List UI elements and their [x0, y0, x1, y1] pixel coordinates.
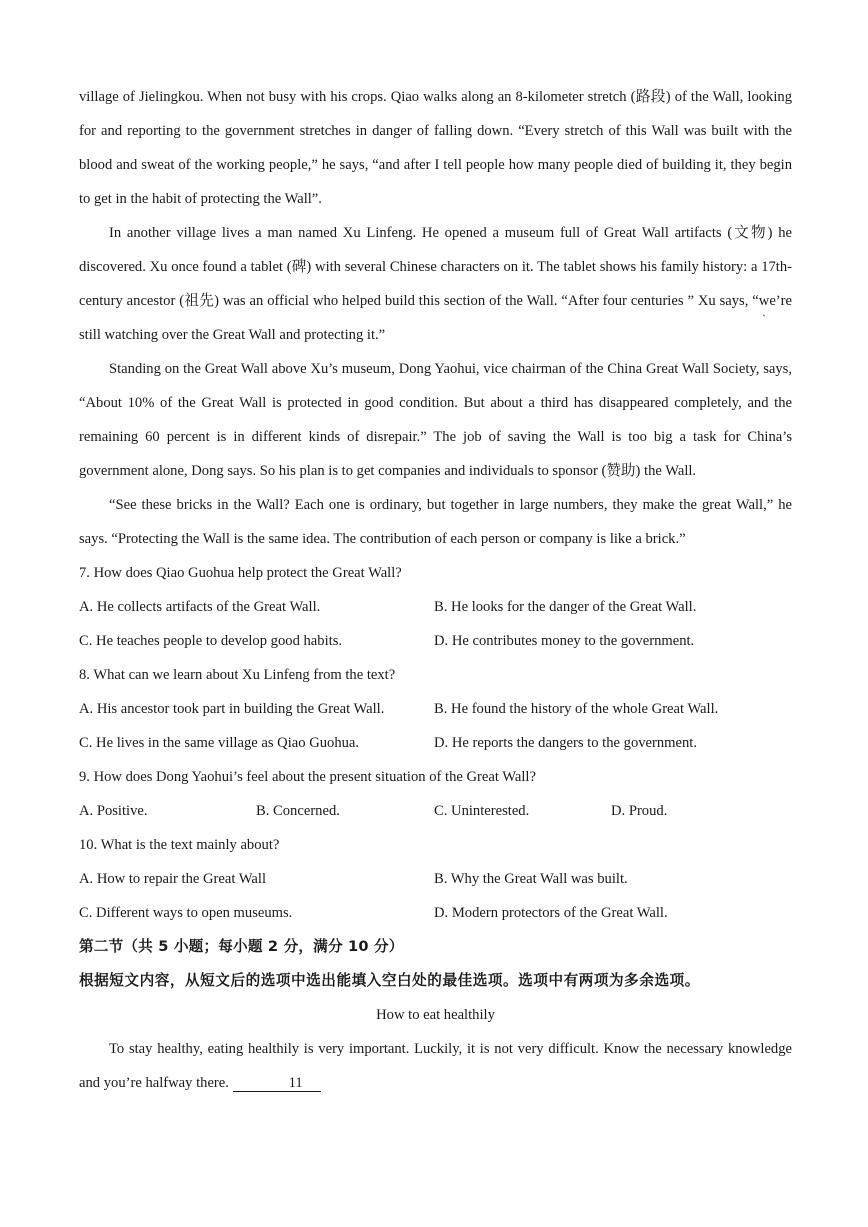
- passage-paragraph-2: In another village lives a man named Xu Linfeng. He opened a museum full of Great Wall artifacts (文物) he discovered. Xu once found a tablet (碑) with several Chinese characters on it. The tablet shows his family history: a 17th-century ancestor (祖先) was an official who helped build this section of the Wall. “After four centuries ” Xu says, “we’re still watching over the Great Wall and protecting it.”: [79, 225, 792, 343]
- blank-11: 11: [233, 1075, 321, 1092]
- question-10-options-row-2: [79, 896, 792, 930]
- question-10-option-c: C. Different ways to open museums.: [79, 905, 293, 921]
- question-9-option-a: A. Positive.: [79, 803, 148, 819]
- section-2-instruction: 根据短文内容，从短文后的选项中选出能填入空白处的最佳选项。选项中有两项为多余选项。: [79, 972, 700, 989]
- question-7-option-a: A. He collects artifacts of the Great Wall.: [79, 599, 321, 615]
- question-7-options-row-2: [79, 624, 792, 658]
- passage-title: How to eat healthily: [376, 1007, 495, 1023]
- section-2-paragraph-text: To stay healthy, eating healthily is very important. Luckily, it is not very difficult. Know the necessary knowledge and you’re halfway there.: [79, 1041, 792, 1091]
- question-10-stem: 10. What is the text mainly about?: [79, 837, 280, 853]
- passage-paragraph-1: village of Jielingkou. When not busy with his crops. Qiao walks along an 8-kilometer stretch (路段) of the Wall, looking for and reporting to the government stretches in danger of falling down. “Every stretch of this Wall was built with the blood and sweat of the working people,” he says, “and after I tell people how many people died of building it, they begin to get in the habit of protecting the Wall”.: [79, 89, 792, 207]
- section-2-heading: 第二节（共 5 小题；每小题 2 分，满分 10 分）: [79, 938, 404, 955]
- question-8-stem: 8. What can we learn about Xu Linfeng from the text?: [79, 667, 396, 683]
- question-10-options-row-1: [79, 862, 792, 896]
- question-9-option-d: D. Proud.: [611, 803, 668, 819]
- question-10-option-a: A. How to repair the Great Wall: [79, 871, 266, 887]
- question-8-option-c: C. He lives in the same village as Qiao Guohua.: [79, 735, 360, 751]
- section-2-paragraph-1: [79, 1032, 792, 1100]
- question-9-stem: 9. How does Dong Yaohui’s feel about the present situation of the Great Wall?: [79, 769, 536, 785]
- question-7-stem: 7. How does Qiao Guohua help protect the Great Wall?: [79, 565, 402, 581]
- question-8-options-row-1: [79, 692, 792, 726]
- passage-paragraph-4: “See these bricks in the Wall? Each one is ordinary, but together in large numbers, they make the great Wall,” he says. “Protecting the Wall is the same idea. The contribution of each person or company is like a brick.”: [79, 497, 792, 547]
- question-7-option-c: C. He teaches people to develop good habits.: [79, 633, 343, 649]
- question-8-option-a: A. His ancestor took part in building the Great Wall.: [79, 701, 385, 717]
- question-7-option-d: D. He contributes money to the government.: [434, 633, 695, 649]
- question-8-option-b: B. He found the history of the whole Great Wall.: [434, 701, 719, 717]
- question-7-option-b: B. He looks for the danger of the Great Wall.: [434, 599, 697, 615]
- question-8-options-row-2: [79, 726, 792, 760]
- document-page: [79, 80, 792, 1100]
- question-9-option-b: B. Concerned.: [256, 803, 340, 819]
- stray-mark: `: [762, 312, 766, 326]
- question-9-options-row: [79, 794, 792, 828]
- passage-paragraph-3: Standing on the Great Wall above Xu’s museum, Dong Yaohui, vice chairman of the China Great Wall Society, says, “About 10% of the Great Wall is protected in good condition. But about a third has disappeared completely, and the remaining 60 percent is in different kinds of disrepair.” The job of saving the Wall is too big a task for China’s government alone, Dong says. So his plan is to get companies and individuals to sponsor (赞助) the Wall.: [79, 361, 792, 479]
- question-8-option-d: D. He reports the dangers to the government.: [434, 735, 698, 751]
- question-9-option-c: C. Uninterested.: [434, 803, 530, 819]
- question-10-option-b: B. Why the Great Wall was built.: [434, 871, 628, 887]
- question-7-options-row-1: [79, 590, 792, 624]
- question-10-option-d: D. Modern protectors of the Great Wall.: [434, 905, 668, 921]
